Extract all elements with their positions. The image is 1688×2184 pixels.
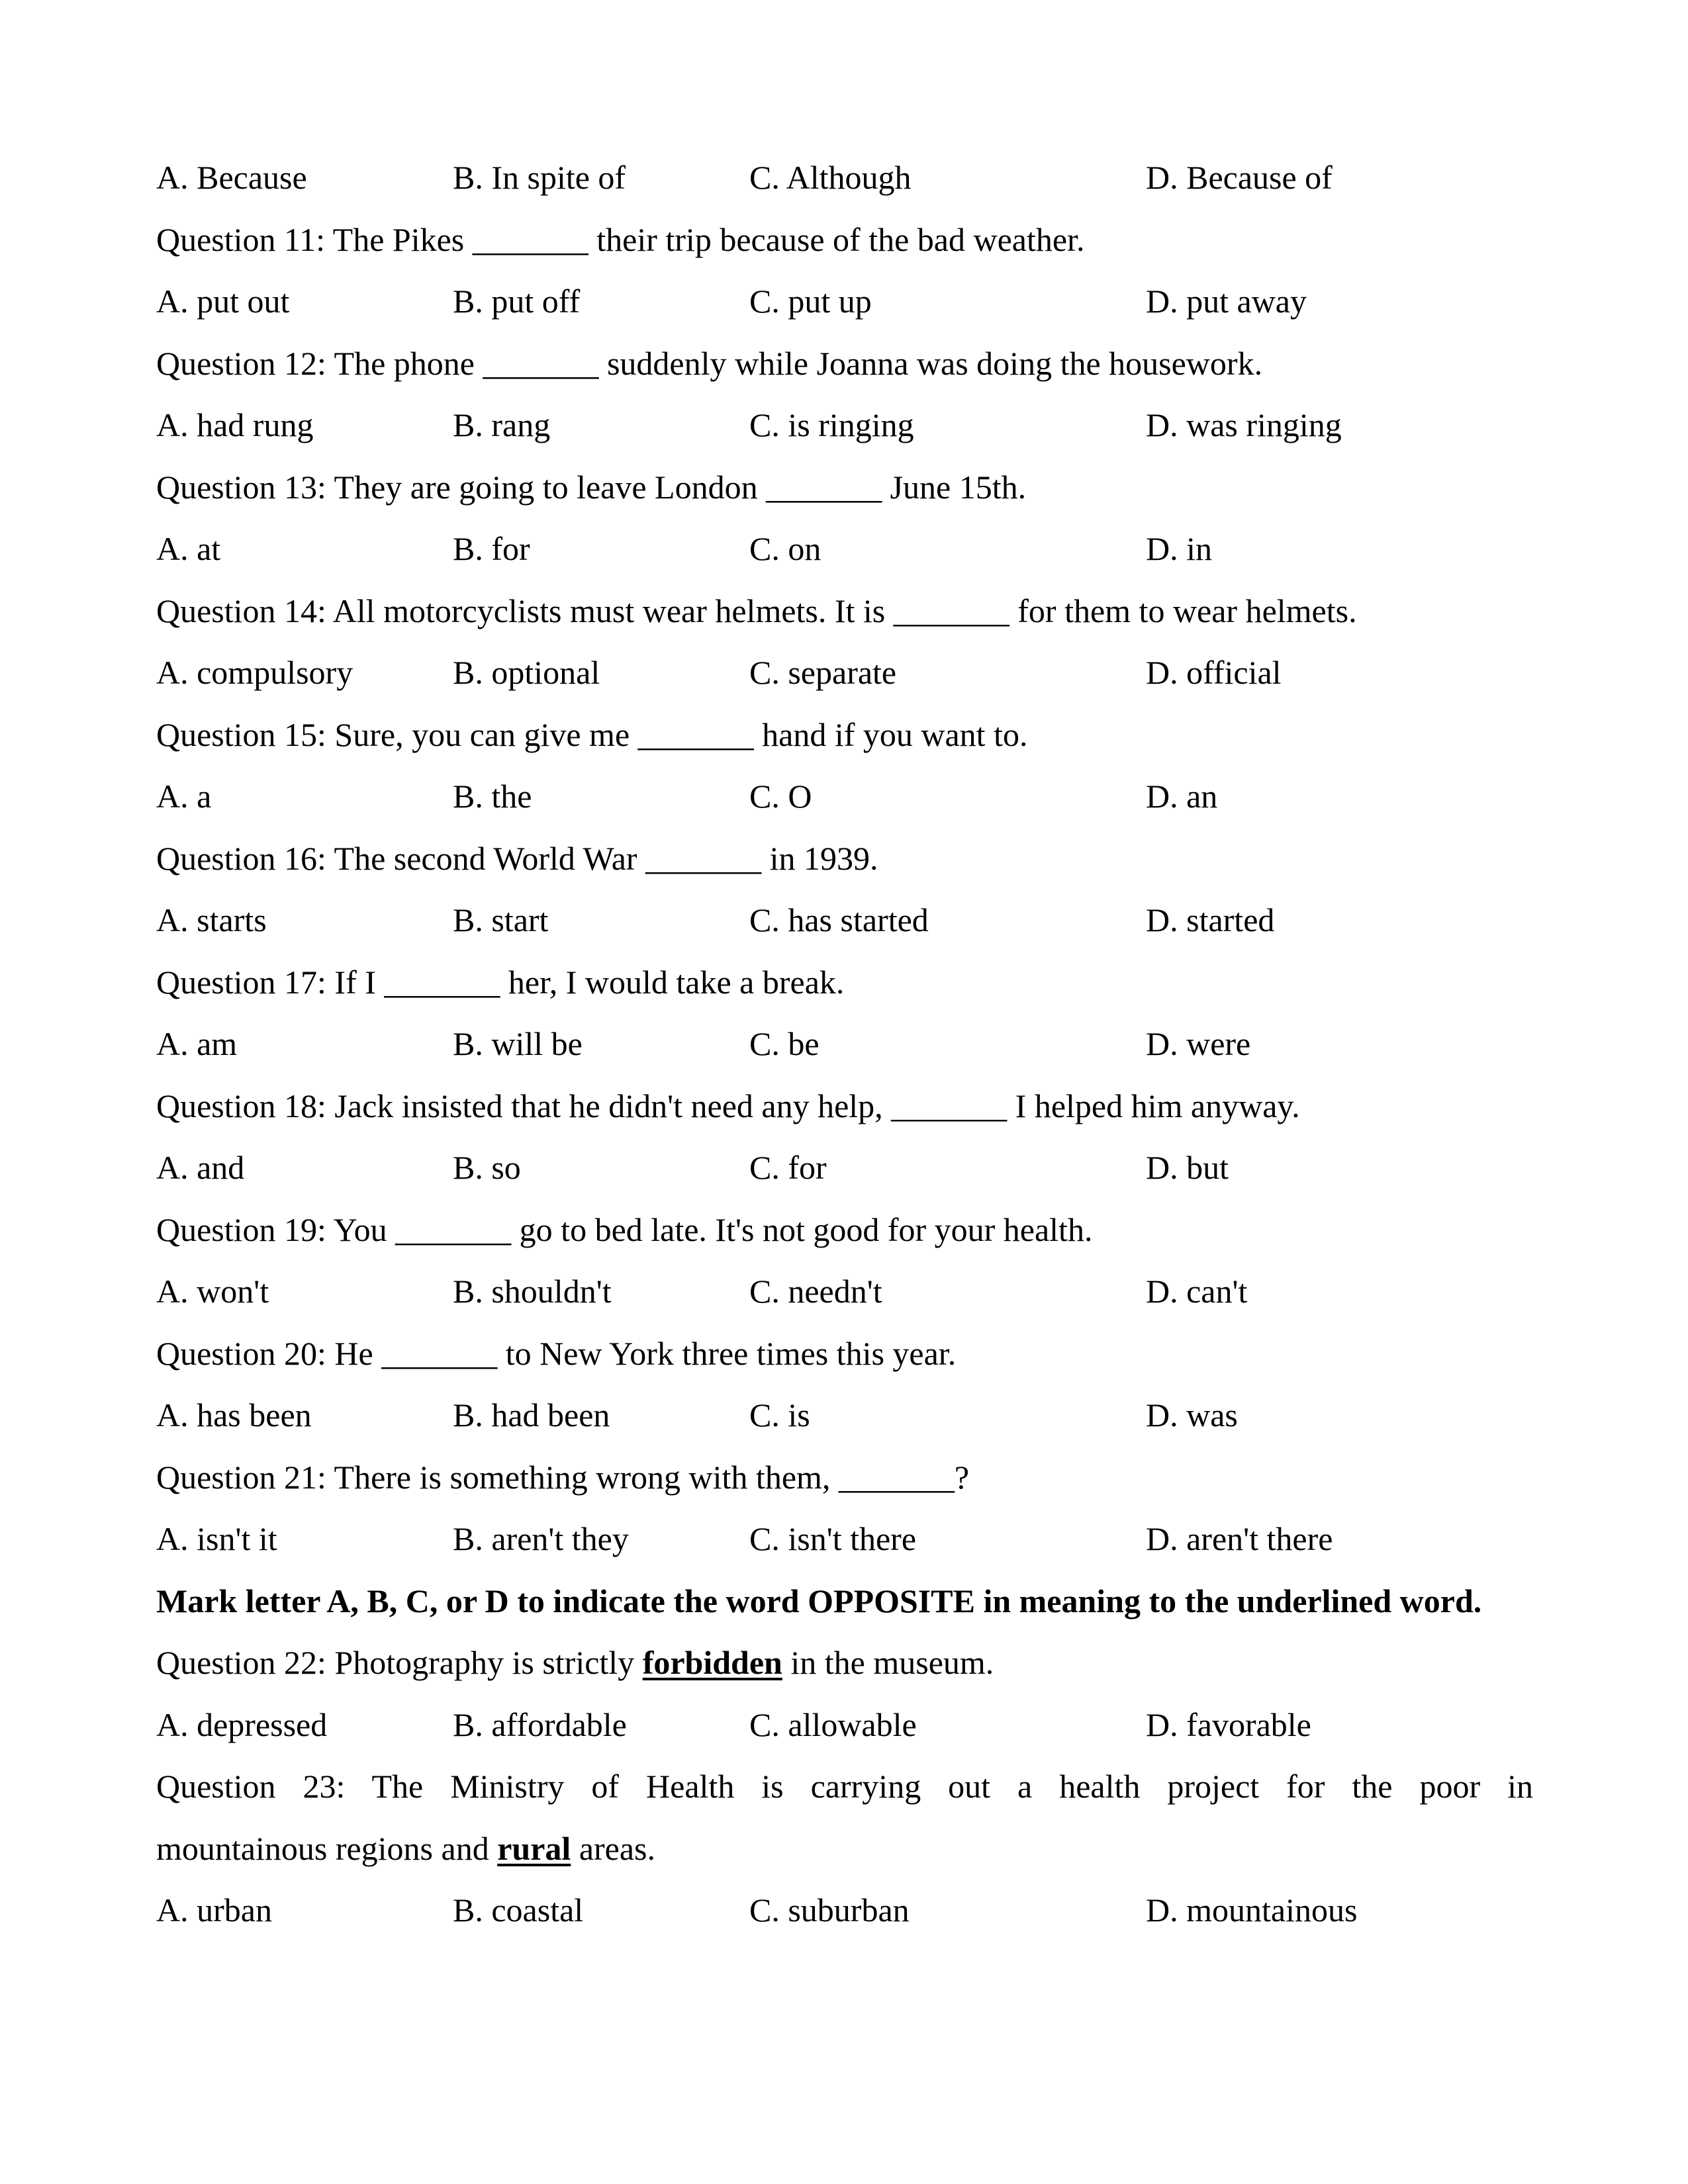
q17-option-b: B. will be (453, 1025, 583, 1062)
q14-option-c: C. separate (749, 654, 897, 691)
q13-stem: Question 13: They are going to leave London _______ June 15th. (156, 468, 1027, 506)
q15-option-a: A. a (156, 778, 212, 815)
q20-option-d: D. was (1146, 1396, 1238, 1433)
q11-options (156, 271, 1533, 333)
q19-option-d: D. can't (1146, 1273, 1248, 1310)
q15-option-b: B. the (453, 778, 532, 815)
q16-stem: Question 16: The second World War _______ in 1939. (156, 839, 878, 877)
q17-option-a: A. am (156, 1025, 238, 1062)
q22-options (156, 1694, 1533, 1756)
q21-options (156, 1508, 1533, 1570)
q14-option-d: D. official (1146, 654, 1282, 691)
q21-option-b: B. aren't they (453, 1520, 629, 1557)
q22-stem (156, 1632, 1533, 1694)
q19-option-a: A. won't (156, 1273, 269, 1310)
q22-underlined-word: forbidden (642, 1644, 782, 1681)
q12-option-c: C. is ringing (749, 406, 914, 443)
q23-option-d: D. mountainous (1146, 1891, 1358, 1929)
q11-option-a: A. put out (156, 283, 290, 320)
q10-option-b: B. In spite of (453, 159, 626, 196)
q15-option-c: C. O (749, 778, 812, 815)
q15-option-d: D. an (1146, 778, 1218, 815)
q21-option-d: D. aren't there (1146, 1520, 1333, 1557)
q18-option-b: B. so (453, 1149, 521, 1186)
q18-option-d: D. but (1146, 1149, 1229, 1186)
q11-option-c: C. put up (749, 283, 872, 320)
q23-stem-line2 (156, 1818, 1533, 1880)
q23-underlined-word: rural (497, 1829, 571, 1867)
q23-stem-line1: Question 23: The Ministry of Health is carrying out a health project for the poor in (156, 1768, 1533, 1805)
q16-option-d: D. started (1146, 901, 1275, 938)
q16-option-a: A. starts (156, 901, 267, 938)
q18-option-c: C. for (749, 1149, 827, 1186)
q19-option-b: B. shouldn't (453, 1273, 612, 1310)
q11-stem: Question 11: The Pikes _______ their trip because of the bad weather. (156, 220, 1085, 258)
q23-stem-after: areas. (571, 1829, 655, 1867)
q18-options (156, 1137, 1533, 1199)
q12-option-a: A. had rung (156, 406, 314, 443)
q22-option-a: A. depressed (156, 1706, 328, 1743)
q23-option-a: A. urban (156, 1891, 272, 1929)
q21-option-c: C. isn't there (749, 1520, 917, 1557)
q20-stem: Question 20: He _______ to New York three times this year. (156, 1334, 957, 1372)
q13-option-a: A. at (156, 530, 221, 567)
q10-option-d: D. Because of (1146, 159, 1333, 196)
q22-option-b: B. affordable (453, 1706, 627, 1743)
q15-options (156, 766, 1533, 828)
q12-stem: Question 12: The phone _______ suddenly while Joanna was doing the housework. (156, 344, 1263, 382)
q19-stem: Question 19: You _______ go to bed late. It's not good for your health. (156, 1210, 1093, 1248)
q10-options (156, 147, 1533, 209)
q14-stem: Question 14: All motorcyclists must wear helmets. It is _______ for them to wear helmets. (156, 592, 1357, 629)
q16-option-b: B. start (453, 901, 549, 938)
question-list (156, 147, 1533, 1942)
q16-options (156, 889, 1533, 952)
q20-option-a: A. has been (156, 1396, 312, 1433)
q19-option-c: C. needn't (749, 1273, 882, 1310)
q17-options (156, 1013, 1533, 1075)
q19-options (156, 1261, 1533, 1323)
q21-stem: Question 21: There is something wrong with them, _______? (156, 1458, 970, 1496)
q22-option-d: D. favorable (1146, 1706, 1311, 1743)
q13-option-b: B. for (453, 530, 530, 567)
section-instruction: Mark letter A, B, C, or D to indicate the word OPPOSITE in meaning to the underlined word. (156, 1582, 1482, 1619)
q18-stem: Question 18: Jack insisted that he didn't need any help, _______ I helped him anyway. (156, 1087, 1300, 1124)
q13-option-c: C. on (749, 530, 821, 567)
q14-option-b: B. optional (453, 654, 600, 691)
q23-option-b: B. coastal (453, 1891, 584, 1929)
q14-options (156, 642, 1533, 704)
q11-option-d: D. put away (1146, 283, 1307, 320)
q22-stem-before: Question 22: Photography is strictly (156, 1644, 643, 1681)
q21-option-a: A. isn't it (156, 1520, 277, 1557)
q14-option-a: A. compulsory (156, 654, 353, 691)
q17-option-d: D. were (1146, 1025, 1251, 1062)
q15-stem: Question 15: Sure, you can give me _______ hand if you want to. (156, 715, 1028, 753)
q16-option-c: C. has started (749, 901, 929, 938)
q13-option-d: D. in (1146, 530, 1212, 567)
q22-stem-after: in the museum. (782, 1644, 994, 1681)
q18-option-a: A. and (156, 1149, 245, 1186)
q23-stem-before: mountainous regions and (156, 1829, 498, 1867)
q20-option-c: C. is (749, 1396, 810, 1433)
q12-option-b: B. rang (453, 406, 551, 443)
q12-option-d: D. was ringing (1146, 406, 1342, 443)
q23-option-c: C. suburban (749, 1891, 910, 1929)
q20-options (156, 1385, 1533, 1447)
q11-option-b: B. put off (453, 283, 581, 320)
q22-option-c: C. allowable (749, 1706, 917, 1743)
q23-options (156, 1880, 1533, 1942)
q10-option-c: C. Although (749, 159, 912, 196)
q13-options (156, 518, 1533, 580)
q10-option-a: A. Because (156, 159, 307, 196)
q12-options (156, 394, 1533, 457)
q17-stem: Question 17: If I _______ her, I would take a break. (156, 963, 845, 1001)
q17-option-c: C. be (749, 1025, 820, 1062)
q20-option-b: B. had been (453, 1396, 610, 1433)
